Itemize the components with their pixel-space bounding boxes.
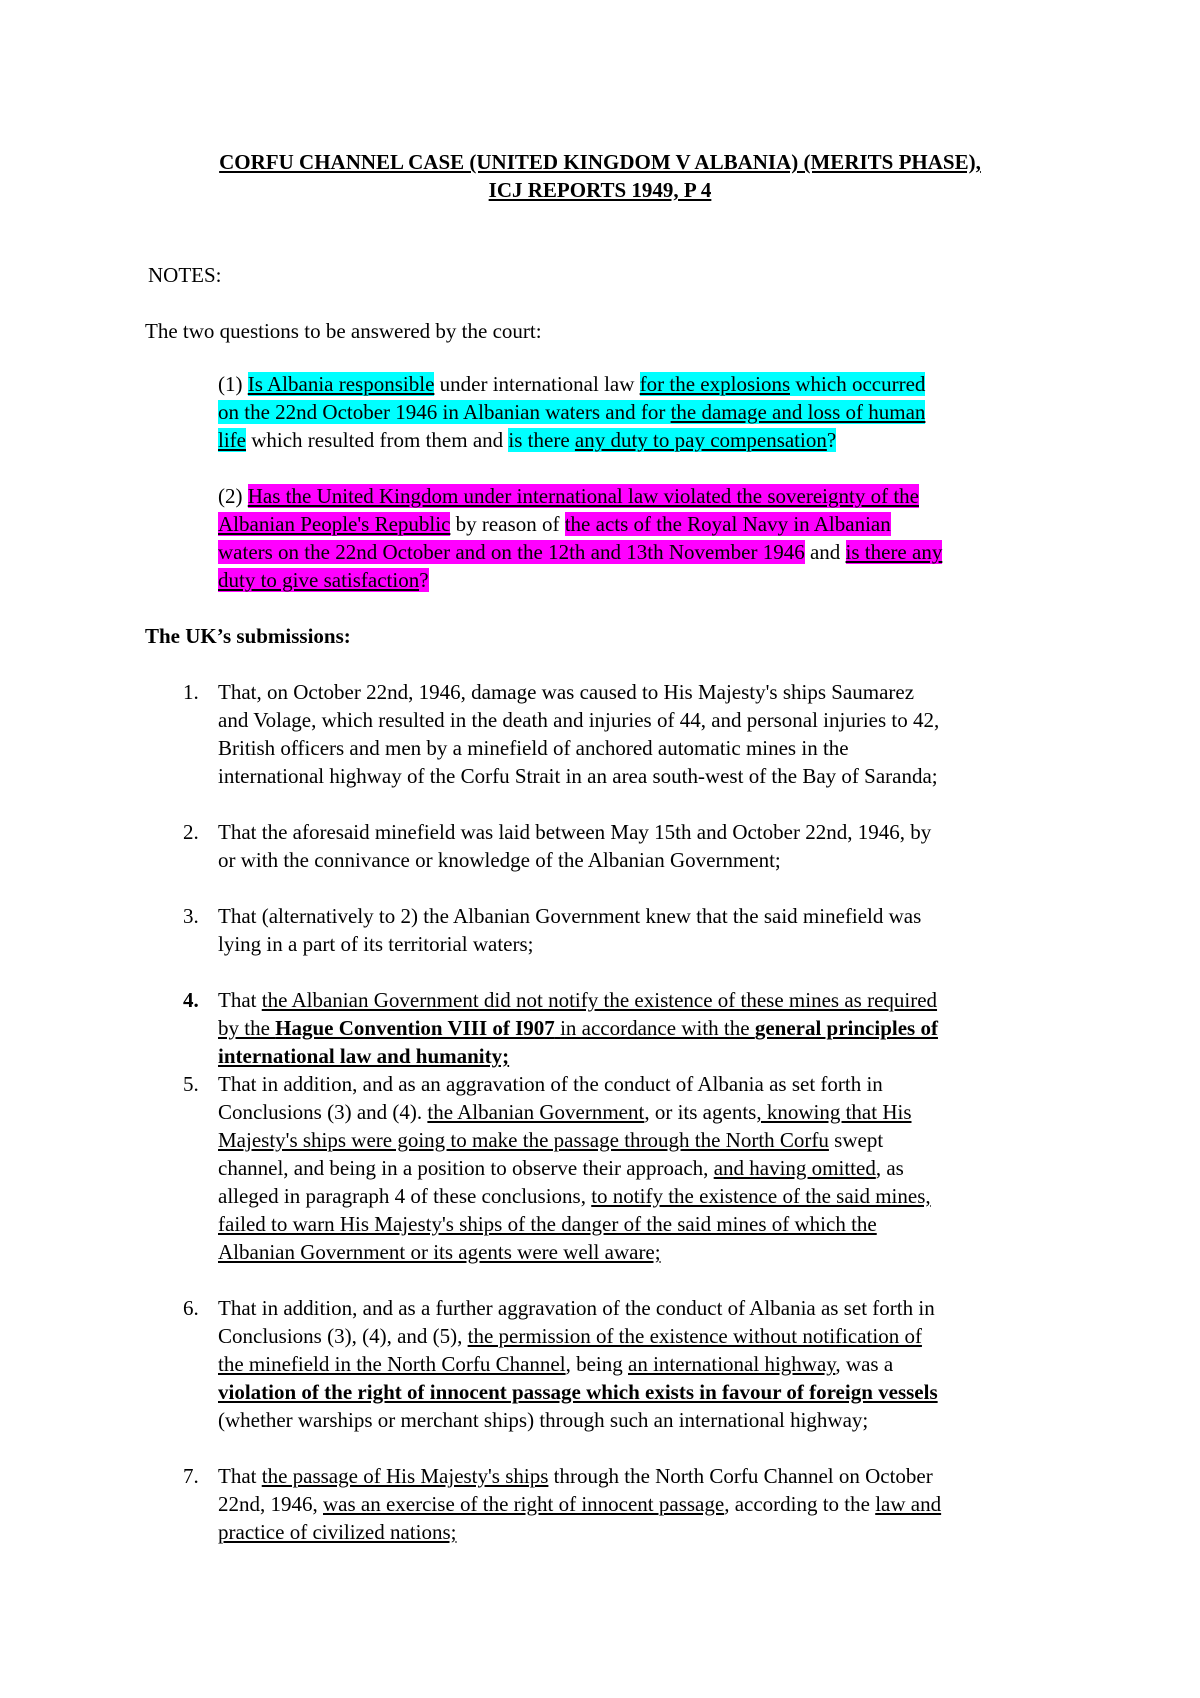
item-1-line-1: That, on October 22nd, 1946, damage was caused to His Majesty's ships Saumarez — [218, 680, 915, 704]
item-5-line-2: Conclusions (3) and (4). the Albanian Government, or its agents, knowing that His — [218, 1100, 912, 1124]
question-2-line-3: waters on the 22nd October and on the 12th and 13th November 1946 and is there any — [218, 540, 943, 564]
notes-heading: NOTES: — [148, 263, 222, 287]
item-4-number: 4. — [183, 988, 199, 1012]
item-5-number: 5. — [183, 1072, 199, 1096]
item-2-number: 2. — [183, 820, 199, 844]
case-title-line-1: CORFU CHANNEL CASE (UNITED KINGDOM V ALBANIA) (MERITS PHASE), — [219, 150, 981, 174]
item-6-line-5: (whether warships or merchant ships) through such an international highway; — [218, 1408, 869, 1432]
question-1-line-2: on the 22nd October 1946 in Albanian waters and for the damage and loss of human — [218, 400, 926, 424]
item-5-line-7: Albanian Government or its agents were well aware; — [218, 1240, 661, 1264]
item-3-line-1: That (alternatively to 2) the Albanian Government knew that the said minefield was — [218, 904, 922, 928]
item-2-line-2: or with the connivance or knowledge of the Albanian Government; — [218, 848, 781, 872]
item-3-number: 3. — [183, 904, 199, 928]
item-5-line-6: failed to warn His Majesty's ships of the danger of the said mines of which the — [218, 1212, 877, 1236]
item-1-line-4: international highway of the Corfu Strait in an area south-west of the Bay of Saranda; — [218, 764, 938, 788]
item-7-number: 7. — [183, 1464, 199, 1488]
case-title-line-2: ICJ REPORTS 1949, P 4 — [488, 178, 712, 202]
item-5-line-5: alleged in paragraph 4 of these conclusions, to notify the existence of the said mines, — [218, 1184, 931, 1208]
question-2-line-4: duty to give satisfaction? — [218, 568, 429, 592]
item-5-line-4: channel, and being in a position to observe their approach, and having omitted, as — [218, 1156, 904, 1180]
question-1-line-3: life which resulted from them and is there any duty to pay compensation? — [218, 428, 837, 452]
item-5-line-3: Majesty's ships were going to make the passage through the North Corfu swept — [218, 1128, 884, 1152]
item-4-line-2: by the Hague Convention VIII of I907 in accordance with the general principles of — [218, 1016, 938, 1040]
item-2-line-1: That the aforesaid minefield was laid between May 15th and October 22nd, 1946, by — [218, 820, 932, 844]
item-5-line-1: That in addition, and as an aggravation of the conduct of Albania as set forth in — [218, 1072, 883, 1096]
question-1-line-1: (1) Is Albania responsible under international law for the explosions which occurred — [218, 372, 926, 396]
item-1-line-3: British officers and men by a minefield of anchored automatic mines in the — [218, 736, 849, 760]
item-7-line-3: practice of civilized nations; — [218, 1520, 457, 1544]
item-6-line-2: Conclusions (3), (4), and (5), the permission of the existence without notification of — [218, 1324, 922, 1348]
item-6-line-3: the minefield in the North Corfu Channel, being an international highway, was a — [218, 1352, 894, 1376]
item-6-number: 6. — [183, 1296, 199, 1320]
item-7-line-2: 22nd, 1946, was an exercise of the right of innocent passage, according to the law and — [218, 1492, 942, 1516]
item-3-line-2: lying in a part of its territorial waters; — [218, 932, 534, 956]
item-4-line-1: That the Albanian Government did not notify the existence of these mines as required — [218, 988, 938, 1012]
item-6-line-1: That in addition, and as a further aggravation of the conduct of Albania as set forth in — [218, 1296, 935, 1320]
intro-text: The two questions to be answered by the court: — [145, 319, 542, 343]
item-1-number: 1. — [183, 680, 199, 704]
question-2-line-1: (2) Has the United Kingdom under international law violated the sovereignty of the — [218, 484, 919, 508]
item-6-line-4: violation of the right of innocent passage which exists in favour of foreign vessels — [218, 1380, 938, 1404]
item-1-line-2: and Volage, which resulted in the death and injuries of 44, and personal injuries to 42, — [218, 708, 940, 732]
item-7-line-1: That the passage of His Majesty's ships through the North Corfu Channel on October — [218, 1464, 933, 1488]
question-2-line-2: Albanian People's Republic by reason of the acts of the Royal Navy in Albanian — [218, 512, 891, 536]
submissions-heading: The UK’s submissions: — [145, 624, 351, 648]
item-4-line-3: international law and humanity; — [218, 1044, 510, 1068]
